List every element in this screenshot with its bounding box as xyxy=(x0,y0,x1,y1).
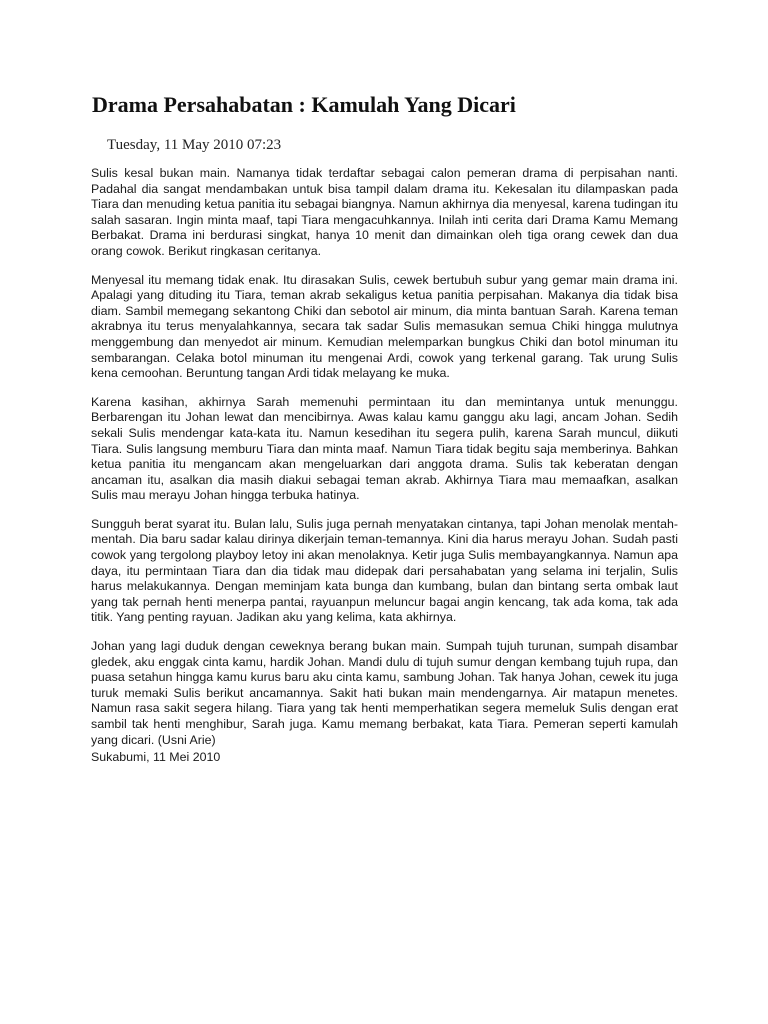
article-paragraph: Sulis kesal bukan main. Namanya tidak terdaftar sebagai calon pemeran drama di perpisahan nanti. Padahal dia sangat mendambakan untuk bisa tampil dalam drama itu. Kekesalan itu dilampaskan pada Tiara dan menuding ketua panitia itu sebagai biangnya. Namun akhirnya dia menyesal, karena tudingan itu salah sasaran. Ingin minta maaf, tapi Tiara mengacuhkannya. Inilah inti cerita dari Drama Kamu Memang Berbakat. Drama ini berdurasi singkat, hanya 10 menit dan dimainkan oleh tiga orang cewek dan dua orang cowok. Berikut ringkasan ceritanya. xyxy=(91,166,678,258)
article-title: Drama Persahabatan : Kamulah Yang Dicari xyxy=(92,92,516,117)
article-dateline: Tuesday, 11 May 2010 07:23 xyxy=(107,137,282,153)
article-body xyxy=(91,166,678,761)
article-paragraph: Johan yang lagi duduk dengan ceweknya berang bukan main. Sumpah tujuh turunan, sumpah disambar gledek, aku enggak cinta kamu, hardik Johan. Mandi dulu di tujuh sumur dengan kembang tujuh rupa, dan puasa setahun hingga kamu kurus baru aku cinta kamu, sambung Johan. Tak hanya Johan, cewek itu juga turuk memaki Sulis berikut ancamannya. Sakit hati bukan main mendengarnya. Air matapun menetes. Namun rasa sakit segera hilang. Tiara yang tak henti memperhatikan segera memeluk Sulis dengan erat sambil tak henti menghibur, Sarah juga. Kamu memang berbakat, kata Tiara. Pemeran seperti kamulah yang dicari. (Usni Arie) xyxy=(91,639,678,747)
article-paragraph: Menyesal itu memang tidak enak. Itu dirasakan Sulis, cewek bertubuh subur yang gemar main drama ini. Apalagi yang dituding itu Tiara, teman akrab sekaligus ketua panitia perpisahan. Makanya dia tidak bisa diam. Sambil memegang sekantong Chiki dan sebotol air minum, dia minta bantuan Sarah. Karena teman akrabnya itu terus menyalahkannya, secara tak sadar Sulis memasukan semua Chiki hingga mulutnya menggembung dan menyedot air minum. Kemudian melemparkan bungkus Chiki dan botol minuman itu sembarangan. Celaka botol minuman itu mengenai Ardi, cowok yang terkenal garang. Tak urung Sulis kena cemoohan. Beruntung tangan Ardi tidak melayang ke muka. xyxy=(91,272,678,381)
article-paragraph: Sungguh berat syarat itu. Bulan lalu, Sulis juga pernah menyatakan cintanya, tapi Johan menolak mentah-mentah. Dia baru sadar kalau dirinya dikerjain teman-temannya. Kini dia harus merayu Johan. Sudah pasti cowok yang tergolong playboy letoy ini akan menolaknya. Ketir juga Sulis membayangkannya. Namun apa daya, itu permintaan Tiara dan dia tidak mau didepak dari persahabatan yang selama ini terjalin, Sulis harus melakukannya. Dengan meminjam kata bunga dan kumbang, bulan dan bintang serta ombak laut yang tak pernah henti menerpa pantai, rayuanpun meluncur bagai angin kencang, tak ada koma, tak ada titik. Yang penting rayuan. Jadikan aku yang kelima, kata akhirnya. xyxy=(91,516,678,625)
article-signoff: Sukabumi, 11 Mei 2010 xyxy=(91,750,221,764)
article-paragraph: Karena kasihan, akhirnya Sarah memenuhi permintaan itu dan memintanya untuk menunggu. Berbarengan itu Johan lewat dan mencibirnya. Awas kalau kamu ganggu aku lagi, ancam Johan. Sedih sekali Sulis mendengar kata-kata itu. Namun kesedihan itu segera pulih, karena Sarah muncul, diikuti Tiara. Sulis langsung memburu Tiara dan minta maaf. Namun Tiara tidak begitu saja memberinya. Bahkan ketua panitia itu mengancam akan mengeluarkan dari anggota drama. Sulis tak keberatan dengan ancaman itu, asalkan dia masih diakui sebagai teman akrab. Akhirnya Tiara mau memaafkan, asalkan Sulis mau merayu Johan hingga terbuka hatinya. xyxy=(91,394,678,503)
